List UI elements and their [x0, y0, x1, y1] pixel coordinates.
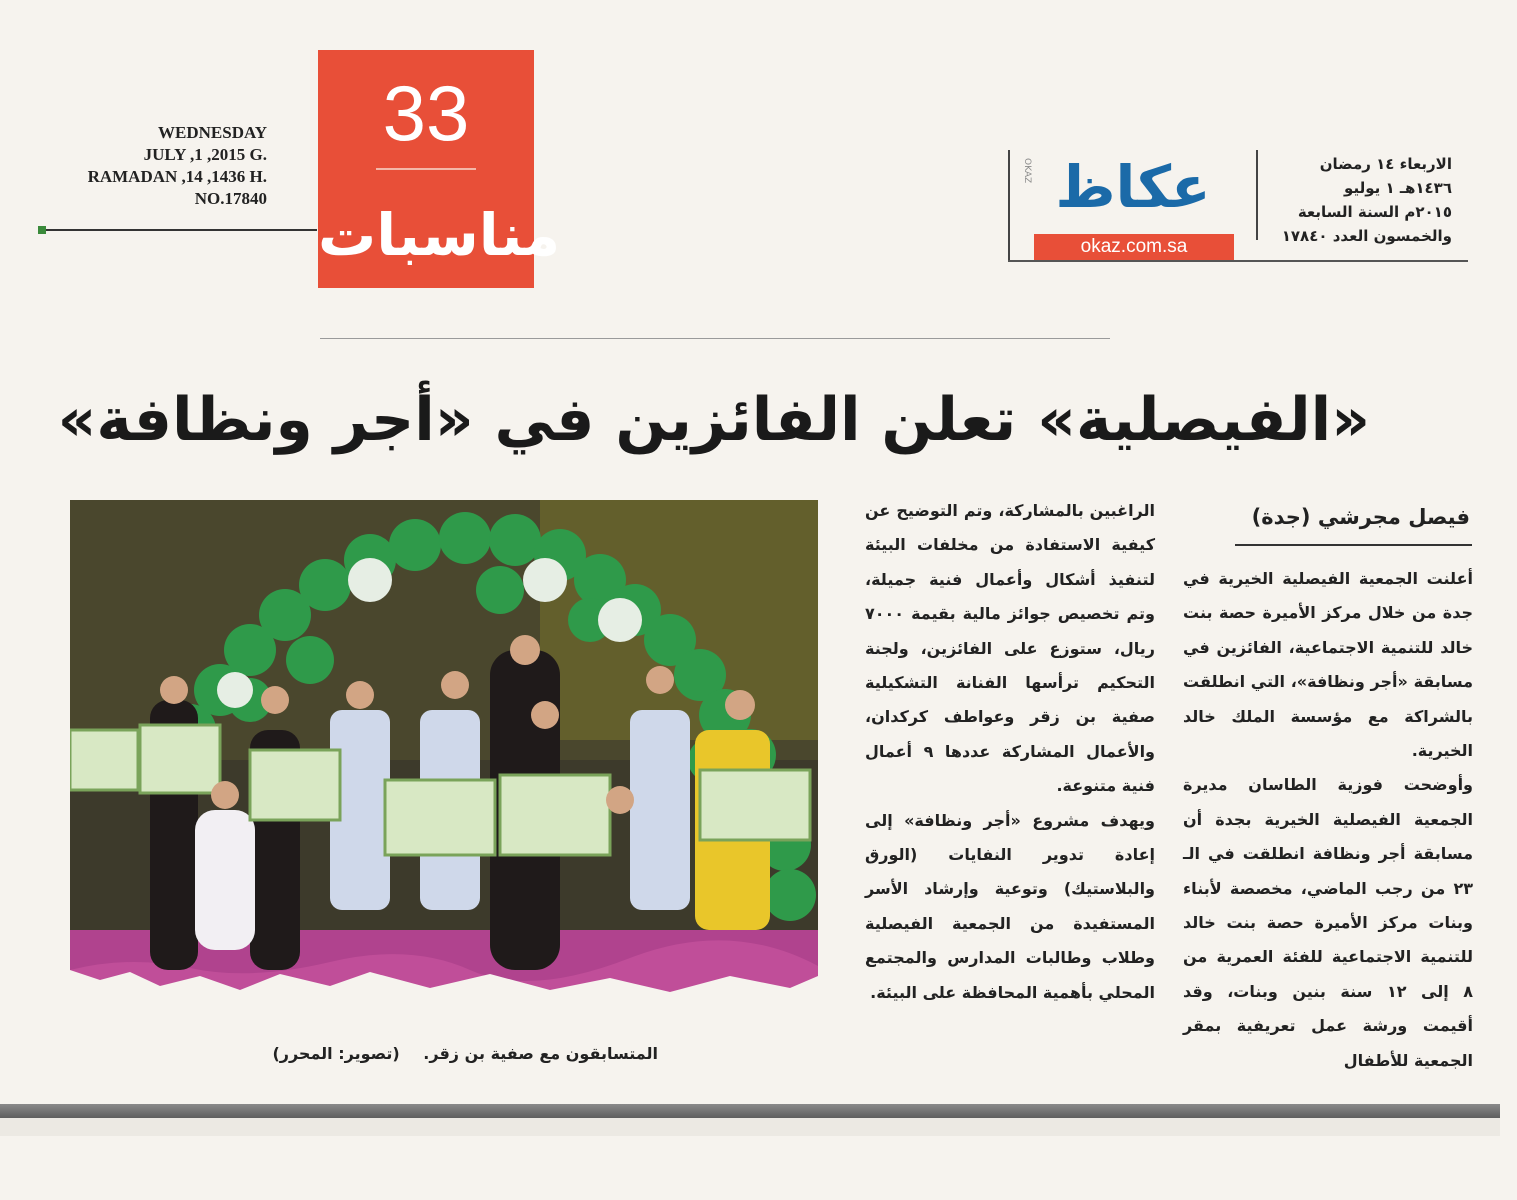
article-paragraph: الراغبين بالمشاركة، وتم التوضيح عن كيفية الاستفادة من مخلفات البيئة لتنفيذ أشكال وأعمال فنية جميلة، وتم تخصيص جوائز مالية بقيمة ٧٠٠٠ ريال، ستوزع على الفائزين، ولجنة التحكيم ترأسها الفنانة التشكيلية صفية بن زقر وعواطف كركدان، والأعمال المشاركة عددها ٩ أعمال فنية متنوعة.: [865, 501, 1155, 796]
article-column-left: [865, 494, 1155, 1010]
photo-illustration: [70, 500, 818, 1030]
masthead-date: [1262, 152, 1452, 248]
masthead-date-line: الاربعاء ١٤ رمضان: [1319, 155, 1452, 173]
logo-side-text: OKAZ: [1022, 158, 1032, 184]
dateline-day: WEDNESDAY: [158, 123, 267, 142]
article-column-right: [1183, 562, 1473, 1078]
byline-rule: [1235, 544, 1472, 546]
section-name: مناسبات: [318, 201, 561, 269]
masthead-date-line: ١٤٣٦هـ ١ يوليو: [1344, 179, 1452, 197]
masthead-rule: [1008, 260, 1468, 262]
dateline: [62, 122, 267, 210]
okaz-logo: [1008, 150, 1236, 262]
page-bottom-band: [0, 1104, 1500, 1118]
byline: فيصل مجرشي (جدة): [1251, 505, 1470, 529]
header-rule-dot: [38, 226, 46, 234]
article-photo: [70, 500, 818, 1030]
logo-wordmark: عكاظ: [1055, 153, 1211, 221]
caption-text: المتسابقون مع صفية بن زقر.: [423, 1044, 658, 1063]
article-top-rule: [320, 338, 1110, 339]
section-box: [318, 50, 561, 288]
article-paragraph: وأوضحت فوزية الطاسان مديرة الجمعية الفيصلية الخيرية بجدة أن مسابقة أجر ونظافة انطلقت في الـ ٢٣ من رجب الماضي، مخصصة لأبناء وبنات مركز الأميرة حصة بنت خالد للتنمية الاجتماعية للفئة العمرية من ٨ إلى ١٢ سنة بنين وبنات، وقد أقيمت ورشة عمل تعريفية بمقر الجمعية للأطفال: [1183, 775, 1474, 1070]
section-divider: [376, 168, 476, 170]
masthead-divider: [1256, 150, 1258, 240]
masthead-date-line: والخمسون العدد ١٧٨٤٠: [1281, 227, 1452, 245]
article-paragraph: ويهدف مشروع «أجر ونظافة» إلى إعادة تدوير النفايات (الورق والبلاستيك) وتوعية وإرشاد الأسر المستفيدة من الجمعية الفيصلية وطلاب وطالبات المدارس والمجتمع المحلي بأهمية المحافظة على البيئة.: [865, 810, 1155, 1002]
masthead-date-line: ٢٠١٥م السنة السابعة: [1297, 203, 1452, 221]
header-rule: [40, 229, 317, 231]
photo-credit: (تصوير: المحرر): [272, 1044, 400, 1063]
headline: «الفيصلية» تعلن الفائزين في «أجر ونظافة»: [57, 385, 1370, 455]
dateline-gregorian: JULY ,1 ,2015 G.: [143, 145, 267, 164]
dateline-issue: NO.17840: [194, 189, 267, 208]
article-paragraph: أعلنت الجمعية الفيصلية الخيرية في جدة من خلال مركز الأميرة حصة بنت خالد للتنمية الاجتماعية، الفائزين في مسابقة «أجر ونظافة»، التي انطلقت بالشراكة مع مؤسسة الملك خالد الخيرية.: [1183, 569, 1473, 761]
page-bottom-shade: [0, 1118, 1500, 1136]
dateline-hijri: RAMADAN ,14 ,1436 H.: [87, 167, 267, 186]
photo-caption: [228, 1044, 658, 1063]
logo-url: okaz.com.sa: [1034, 234, 1234, 260]
page-number: 33: [382, 69, 470, 157]
